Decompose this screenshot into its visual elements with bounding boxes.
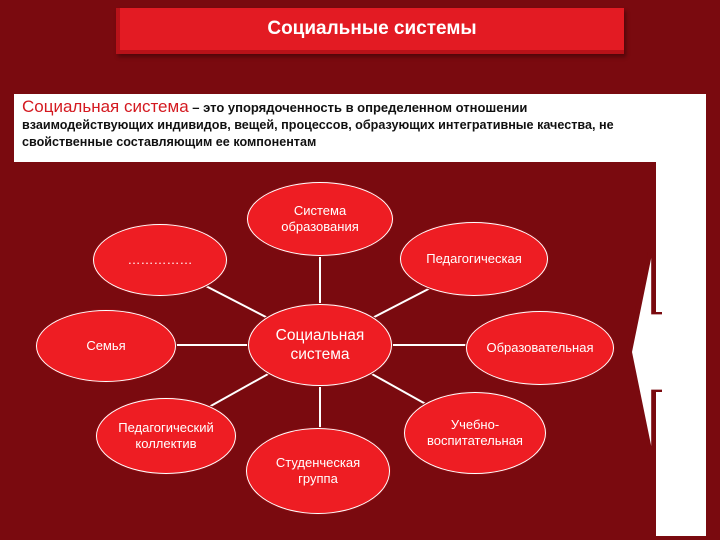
node-upbringing: Учебно- воспитательная <box>404 392 546 474</box>
node-educational: Образовательная <box>466 311 614 385</box>
node-pedagogical: Педагогическая <box>400 222 548 296</box>
definition-lead: – это упорядоченность в определенном отношении <box>188 100 528 115</box>
definition-text: взаимодействующих индивидов, вещей, процессов, образующих интегративные качества, не свойственные составляющим ее компонентам <box>22 118 614 149</box>
node-teaching-staff: Педагогический коллектив <box>96 398 236 474</box>
node-family: Семья <box>36 310 176 382</box>
node-student-group: Студенческая группа <box>246 428 390 514</box>
definition-term: Социальная система <box>22 97 189 116</box>
node-dots: …………… <box>93 224 227 296</box>
slide-title: Социальные системы <box>116 8 624 54</box>
node-education-system: Система образования <box>247 182 393 256</box>
node-social-system: Социальная система <box>248 304 392 386</box>
